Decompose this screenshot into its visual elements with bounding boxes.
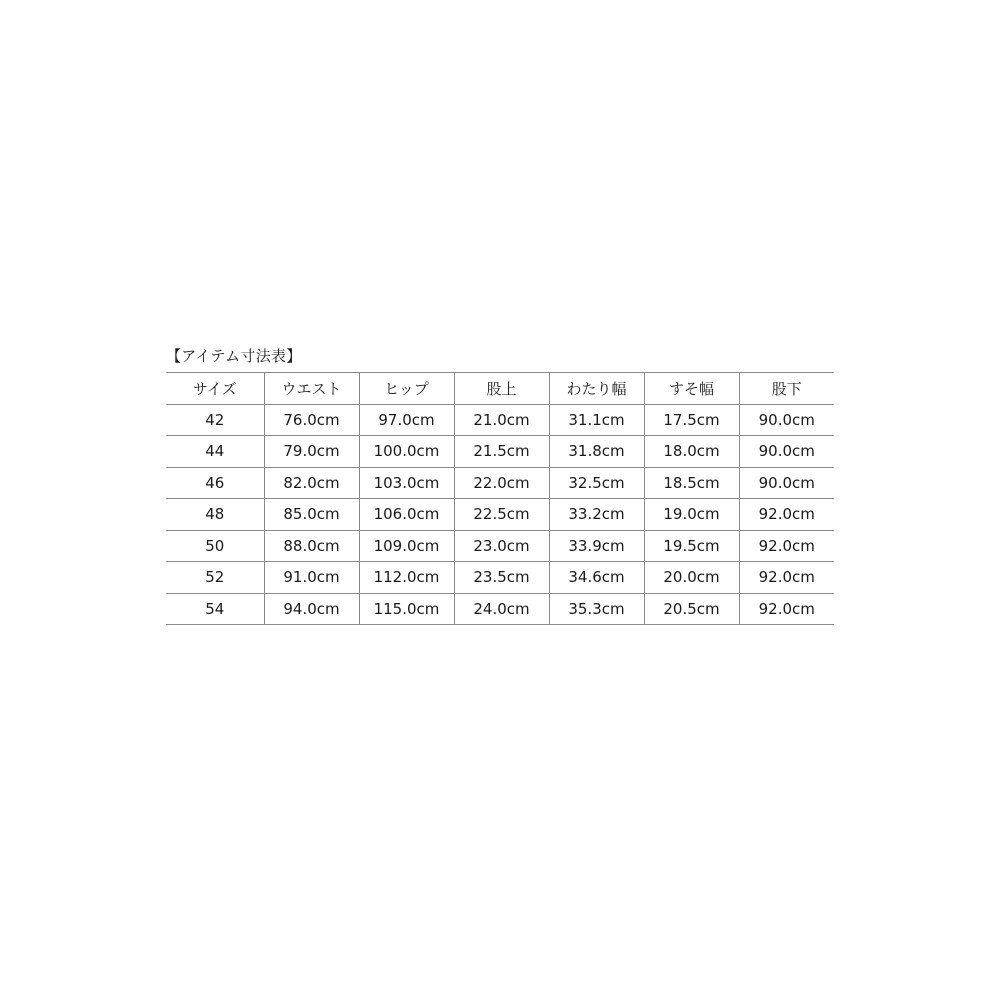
- cell-inseam: 90.0cm: [739, 404, 834, 436]
- cell-hem-width: 19.0cm: [644, 499, 739, 531]
- table-row: [166, 593, 834, 625]
- table-row: [166, 562, 834, 594]
- cell-inseam: 92.0cm: [739, 562, 834, 594]
- cell-hem-width: 20.5cm: [644, 593, 739, 625]
- table-header-row: [166, 373, 834, 405]
- table-row: [166, 467, 834, 499]
- chart-title: 【アイテム寸法表】: [166, 347, 302, 365]
- cell-inseam: 90.0cm: [739, 436, 834, 468]
- cell-thigh-width: 35.3cm: [549, 593, 644, 625]
- cell-size: 48: [166, 499, 264, 531]
- cell-rise: 21.5cm: [454, 436, 549, 468]
- cell-rise: 23.0cm: [454, 530, 549, 562]
- cell-hip: 97.0cm: [359, 404, 454, 436]
- header-hem-width: すそ幅: [644, 373, 739, 405]
- header-inseam: 股下: [739, 373, 834, 405]
- cell-inseam: 92.0cm: [739, 499, 834, 531]
- cell-hip: 103.0cm: [359, 467, 454, 499]
- header-rise: 股上: [454, 373, 549, 405]
- cell-hem-width: 18.0cm: [644, 436, 739, 468]
- cell-inseam: 90.0cm: [739, 467, 834, 499]
- cell-hip: 115.0cm: [359, 593, 454, 625]
- cell-rise: 22.5cm: [454, 499, 549, 531]
- table-row: [166, 499, 834, 531]
- cell-thigh-width: 32.5cm: [549, 467, 644, 499]
- cell-hem-width: 20.0cm: [644, 562, 739, 594]
- cell-thigh-width: 31.1cm: [549, 404, 644, 436]
- cell-size: 46: [166, 467, 264, 499]
- table-row: [166, 404, 834, 436]
- cell-size: 52: [166, 562, 264, 594]
- cell-rise: 22.0cm: [454, 467, 549, 499]
- cell-hem-width: 18.5cm: [644, 467, 739, 499]
- cell-rise: 21.0cm: [454, 404, 549, 436]
- cell-waist: 82.0cm: [264, 467, 359, 499]
- cell-hip: 106.0cm: [359, 499, 454, 531]
- cell-size: 54: [166, 593, 264, 625]
- cell-waist: 88.0cm: [264, 530, 359, 562]
- header-waist: ウエスト: [264, 373, 359, 405]
- cell-size: 50: [166, 530, 264, 562]
- header-size: サイズ: [166, 373, 264, 405]
- cell-waist: 85.0cm: [264, 499, 359, 531]
- cell-rise: 24.0cm: [454, 593, 549, 625]
- cell-size: 42: [166, 404, 264, 436]
- table-row: [166, 436, 834, 468]
- cell-rise: 23.5cm: [454, 562, 549, 594]
- cell-thigh-width: 33.9cm: [549, 530, 644, 562]
- cell-hip: 109.0cm: [359, 530, 454, 562]
- cell-thigh-width: 31.8cm: [549, 436, 644, 468]
- table-row: [166, 530, 834, 562]
- cell-thigh-width: 33.2cm: [549, 499, 644, 531]
- header-hip: ヒップ: [359, 373, 454, 405]
- cell-size: 44: [166, 436, 264, 468]
- cell-hip: 112.0cm: [359, 562, 454, 594]
- cell-hem-width: 17.5cm: [644, 404, 739, 436]
- header-thigh-width: わたり幅: [549, 373, 644, 405]
- size-table: [166, 372, 834, 625]
- size-chart: [166, 346, 834, 625]
- cell-hip: 100.0cm: [359, 436, 454, 468]
- cell-inseam: 92.0cm: [739, 593, 834, 625]
- cell-waist: 79.0cm: [264, 436, 359, 468]
- cell-waist: 91.0cm: [264, 562, 359, 594]
- cell-thigh-width: 34.6cm: [549, 562, 644, 594]
- cell-inseam: 92.0cm: [739, 530, 834, 562]
- cell-hem-width: 19.5cm: [644, 530, 739, 562]
- cell-waist: 76.0cm: [264, 404, 359, 436]
- cell-waist: 94.0cm: [264, 593, 359, 625]
